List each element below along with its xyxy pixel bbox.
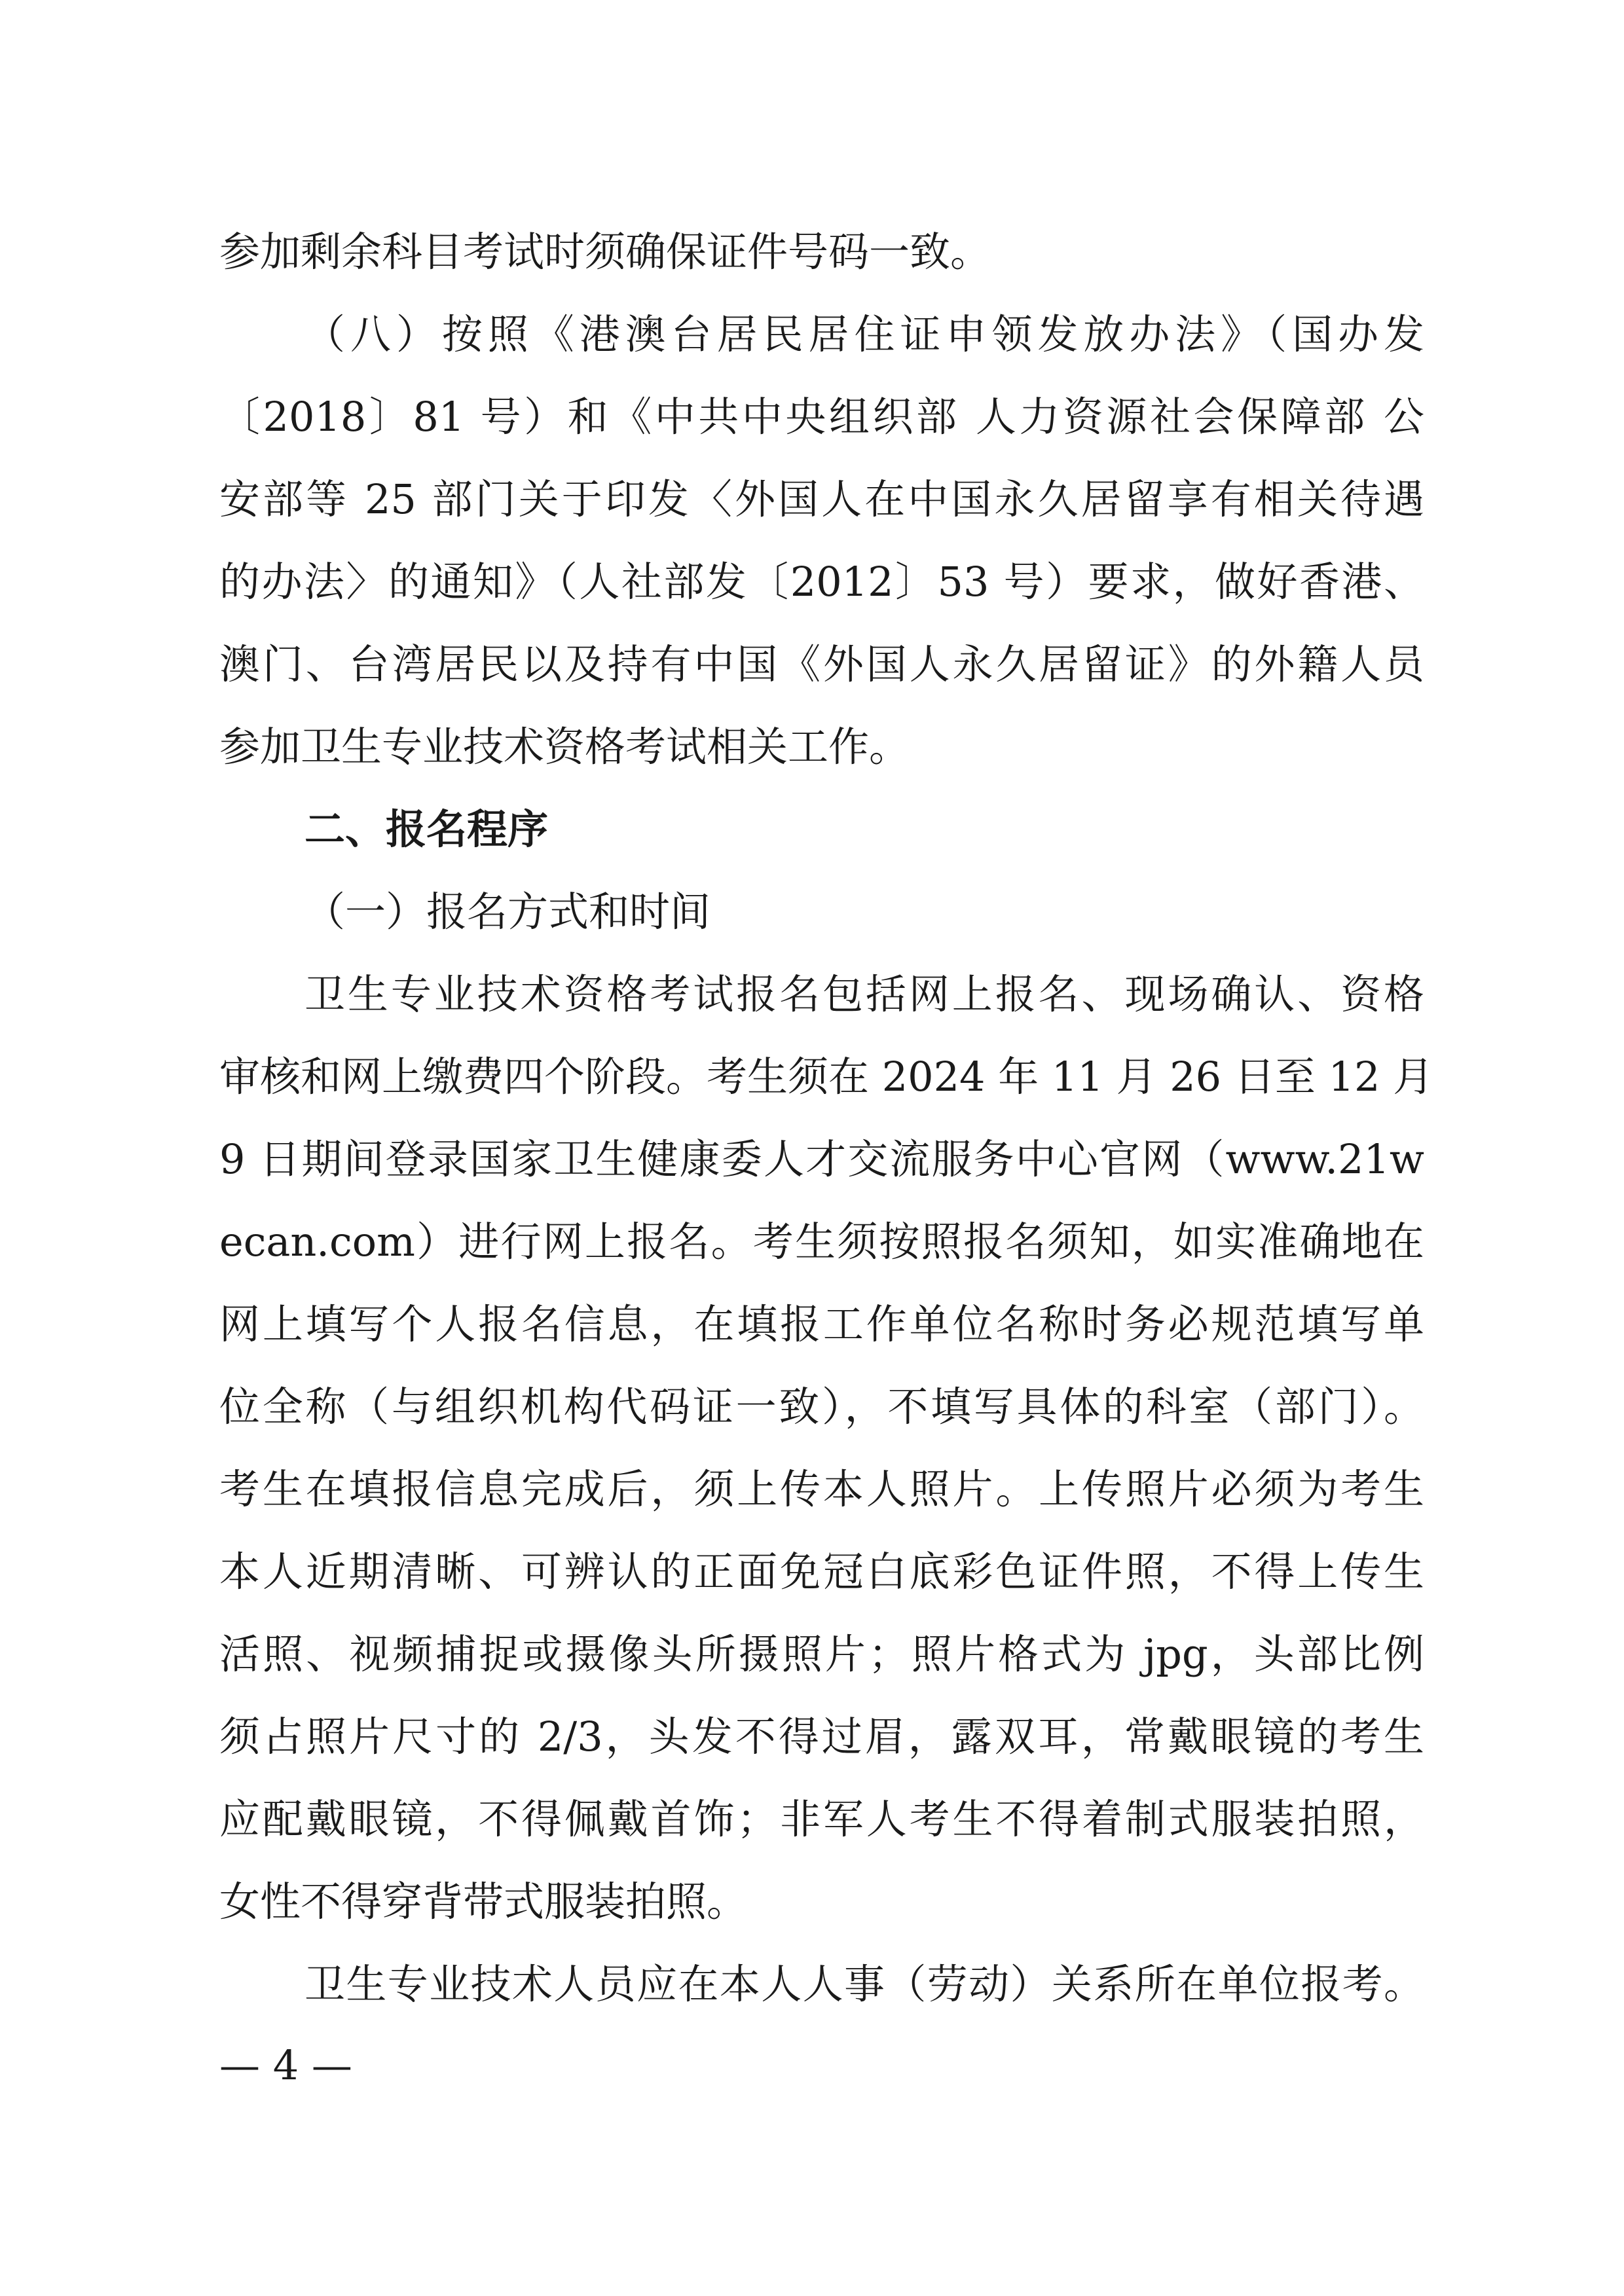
text-line: ecan.com）进行网上报名。考生须按照报名须知，如实准确地在 xyxy=(219,1218,1424,1266)
text-line: 澳门、台湾居民以及持有中国《外国人永久居留证》的外籍人员 xyxy=(219,640,1424,688)
text-line: 〔2018〕81 号）和《中共中央组织部 人力资源社会保障部 公 xyxy=(219,393,1424,441)
text-line: 位全称（与组织机构代码证一致），不填写具体的科室（部门）。 xyxy=(219,1383,1424,1430)
text-line: 考生在填报信息完成后，须上传本人照片。上传照片必须为考生 xyxy=(219,1465,1424,1513)
text-line: 本人近期清晰、可辨认的正面免冠白底彩色证件照，不得上传生 xyxy=(219,1548,1424,1595)
text-line: 女性不得穿背带式服装拍照。 xyxy=(219,1878,748,1925)
text-line: 参加卫生专业技术资格考试相关工作。 xyxy=(219,723,910,771)
text-line: 审核和网上缴费四个阶段。考生须在 2024 年 11 月 26 日至 12 月 xyxy=(219,1053,1434,1101)
text-line: 卫生专业技术人员应在本人人事（劳动）关系所在单位报考。 xyxy=(304,1960,1424,2008)
document-body xyxy=(219,211,1434,2026)
section-heading: 二、报名程序 xyxy=(304,805,549,853)
subsection-heading: （一）报名方式和时间 xyxy=(304,888,711,936)
text-line: 9 日期间登录国家卫生健康委人才交流服务中心官网（www.21w xyxy=(219,1135,1424,1183)
text-line: 的办法〉的通知》（人社部发〔2012〕53 号）要求，做好香港、 xyxy=(219,558,1424,606)
text-line: 须占照片尺寸的 2/3，头发不得过眉，露双耳，常戴眼镜的考生 xyxy=(219,1713,1424,1760)
text-line: 参加剩余科目考试时须确保证件号码一致。 xyxy=(219,228,991,276)
text-line: 卫生专业技术资格考试报名包括网上报名、现场确认、资格 xyxy=(304,970,1424,1018)
page-number: — 4 — xyxy=(219,2041,352,2089)
text-line: 网上填写个人报名信息，在填报工作单位名称时务必规范填写单 xyxy=(219,1300,1424,1348)
text-line: 应配戴眼镜，不得佩戴首饰；非军人考生不得着制式服装拍照， xyxy=(219,1795,1424,1843)
text-line: （八）按照《港澳台居民居住证申领发放办法》（国办发 xyxy=(304,310,1424,358)
text-line: 安部等 25 部门关于印发〈外国人在中国永久居留享有相关待遇 xyxy=(219,475,1424,523)
text-line: 活照、视频捕捉或摄像头所摄照片；照片格式为 jpg，头部比例 xyxy=(219,1630,1424,1678)
